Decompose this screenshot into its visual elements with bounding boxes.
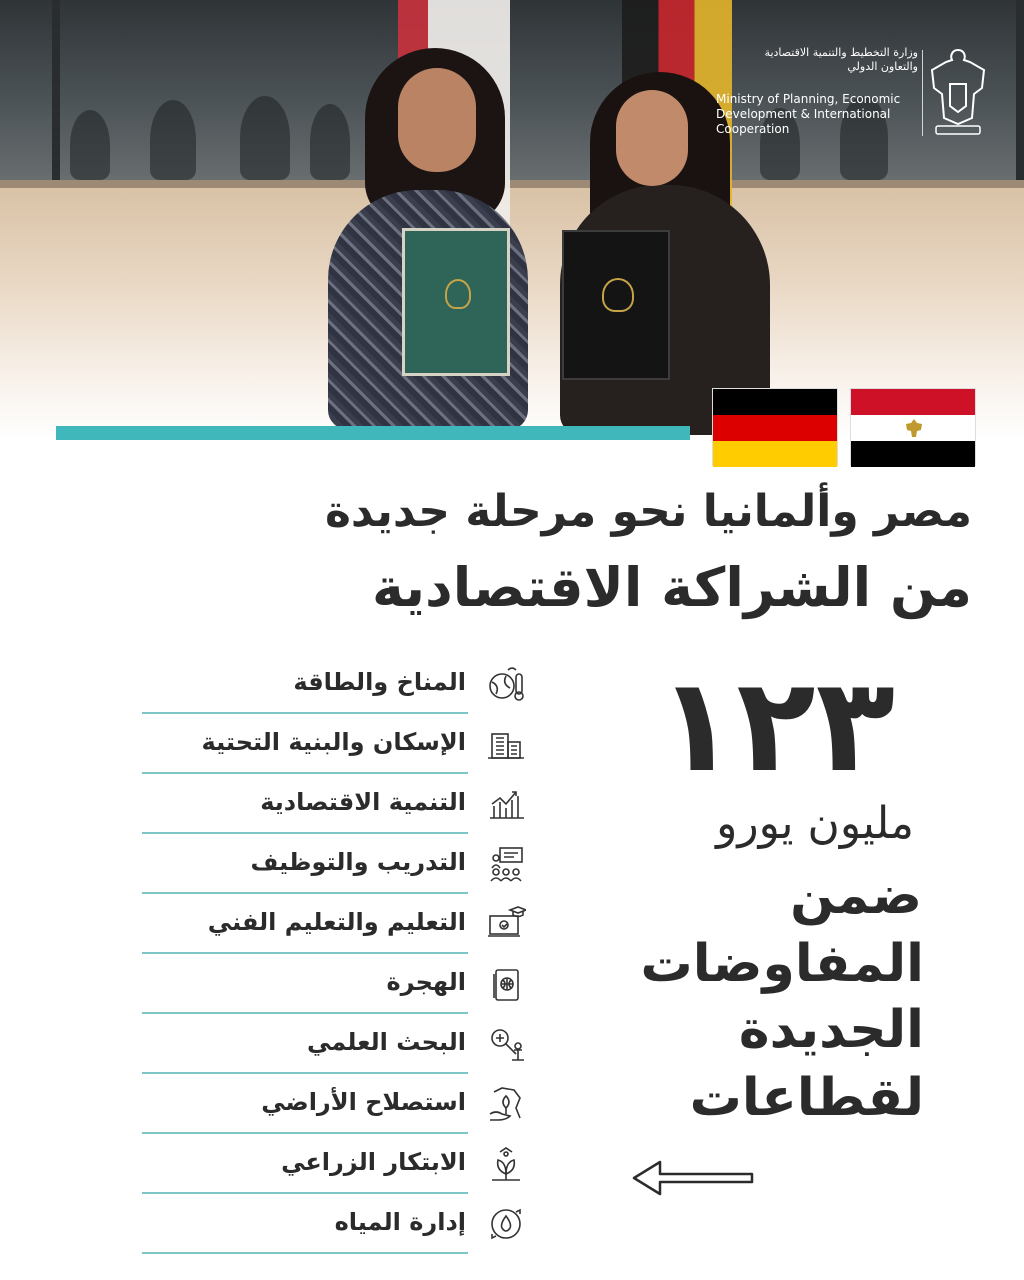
ministry-name-en: Ministry of Planning, Economic Development & International Cooperation [716,92,901,136]
svg-text:١٢٣: ١٢٣ [656,670,896,780]
left-arrow-icon [630,1156,754,1200]
sector-list [142,654,532,1254]
list-item [142,1194,532,1254]
sector-label: الإسكان والبنية التحتية [201,728,466,756]
water-management-icon [486,1204,526,1244]
egypt-flag [850,388,976,466]
research-microscope-icon [486,1024,526,1064]
funding-caption-line1: ضمن [790,866,922,926]
list-item [142,714,532,774]
list-item [142,894,532,954]
sector-label: الابتكار الزراعي [281,1148,466,1176]
passport-icon [486,964,526,1004]
funding-unit: مليون يورو [716,798,914,849]
sector-label: الهجرة [386,968,466,996]
land-reclamation-icon [486,1084,526,1124]
list-item [142,774,532,834]
sector-label: استصلاح الأراضي [261,1088,466,1116]
ministry-name-ar-line1: وزارة التخطيط والتنمية الاقتصادية [764,46,918,59]
funding-amount [656,670,896,780]
list-item [142,1014,532,1074]
agri-innovation-icon [486,1144,526,1184]
headline-line2: من الشراكة الاقتصادية [372,556,972,619]
list-item [142,834,532,894]
buildings-icon [486,724,526,764]
ministry-name-ar-line2: والتعاون الدولي [847,60,918,73]
training-audience-icon [486,844,526,884]
sector-label: البحث العلمي [306,1028,466,1056]
signed-agreement-folder-green [402,228,510,376]
funding-caption-line2: المفاوضات [640,934,924,994]
eagle-emblem-icon [922,44,994,140]
list-item [142,954,532,1014]
accent-bar [56,426,690,440]
eagle-of-saladin-icon [903,418,925,438]
sector-label: إدارة المياه [334,1208,466,1236]
funding-caption-line3: الجديدة [738,1000,924,1060]
list-item [142,654,532,714]
list-item [142,1074,532,1134]
sector-label: التنمية الاقتصادية [260,788,466,816]
graduation-laptop-icon [486,904,526,944]
germany-flag [712,388,838,466]
sector-label: المناخ والطاقة [293,668,466,696]
ministry-logo [712,44,1002,144]
sector-label: التعليم والتعليم الفني [207,908,466,936]
funding-caption-line4: لقطاعات [689,1068,924,1128]
sector-label: التدريب والتوظيف [250,848,466,876]
signed-agreement-folder-black [562,230,670,380]
list-item [142,1134,532,1194]
growth-chart-icon [486,784,526,824]
globe-thermometer-icon [486,664,526,704]
headline-line1: مصر وألمانيا نحو مرحلة جديدة [324,486,972,537]
